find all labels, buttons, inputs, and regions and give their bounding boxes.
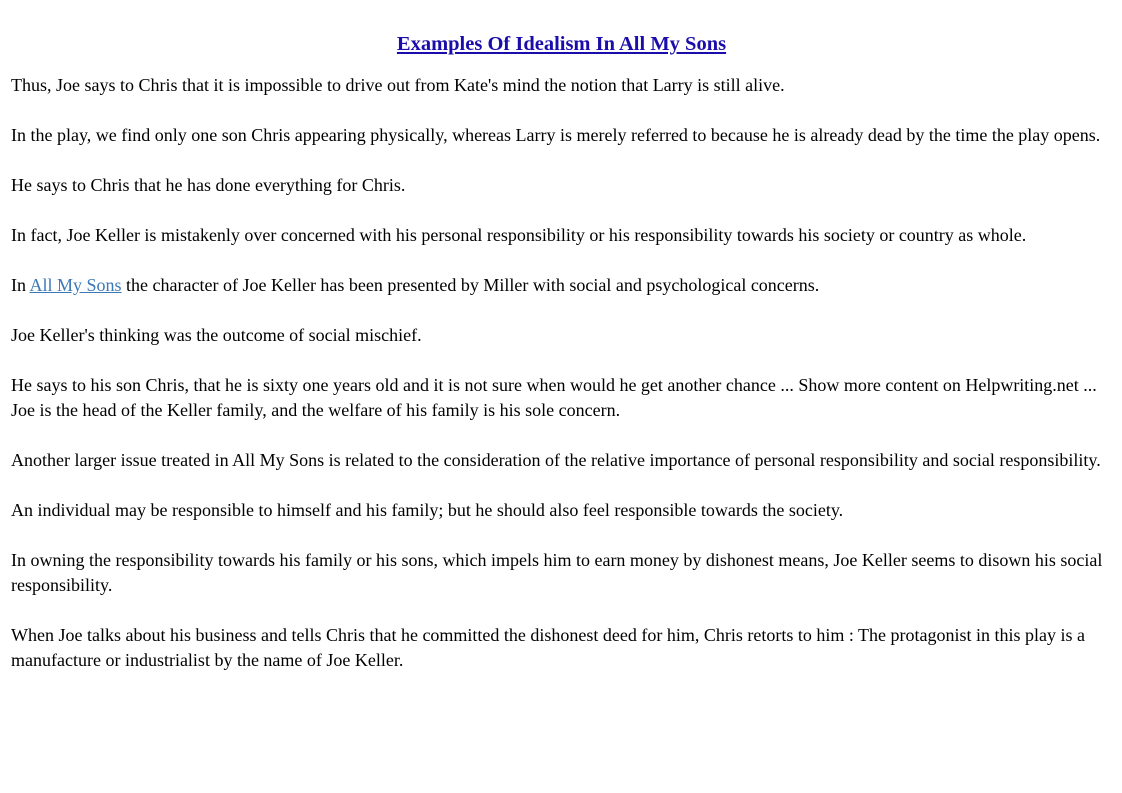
paragraph-12: When Joe talks about his business and tells Chris that he committed the dishonest deed for him, Chris retorts to him : The protagonist in this play is a manufacture or industrialist by the name of Joe Keller. <box>11 625 1086 670</box>
paragraph-5-after: the character of Joe Keller has been presented by Miller with social and psychological concerns. <box>121 275 820 295</box>
paragraph-5-before: In <box>11 275 30 295</box>
paragraph-8: Joe is the head of the Keller family, and the welfare of his family is his sole concern. <box>11 400 621 420</box>
all-my-sons-link[interactable]: All My Sons <box>29 275 122 295</box>
paragraph-9: Another larger issue treated in All My Sons is related to the consideration of the relative importance of personal responsibility and social responsibility. <box>11 450 1101 470</box>
paragraph-6: Joe Keller's thinking was the outcome of social mischief. <box>11 325 422 345</box>
paragraph-11: In owning the responsibility towards his family or his sons, which impels him to earn money by dishonest means, Joe Keller seems to disown his social responsibility. <box>11 550 1103 595</box>
page-title <box>11 30 1112 58</box>
paragraph-1: Thus, Joe says to Chris that it is impossible to drive out from Kate's mind the notion that Larry is still alive. <box>11 75 785 95</box>
title-link[interactable]: Examples Of Idealism In All My Sons <box>396 33 727 55</box>
paragraph-5 <box>11 273 1112 298</box>
paragraph-2: In the play, we find only one son Chris appearing physically, whereas Larry is merely referred to because he is already dead by the time the play opens. <box>11 125 1101 145</box>
paragraph-10: An individual may be responsible to himself and his family; but he should also feel responsible towards the society. <box>11 500 844 520</box>
paragraph-3: He says to Chris that he has done everything for Chris. <box>11 175 406 195</box>
paragraph-7: He says to his son Chris, that he is sixty one years old and it is not sure when would he get another chance ... Show more content on Helpwriting.net ... <box>11 375 1097 395</box>
paragraph-4: In fact, Joe Keller is mistakenly over concerned with his personal responsibility or his responsibility towards his society or country as whole. <box>11 225 1027 245</box>
